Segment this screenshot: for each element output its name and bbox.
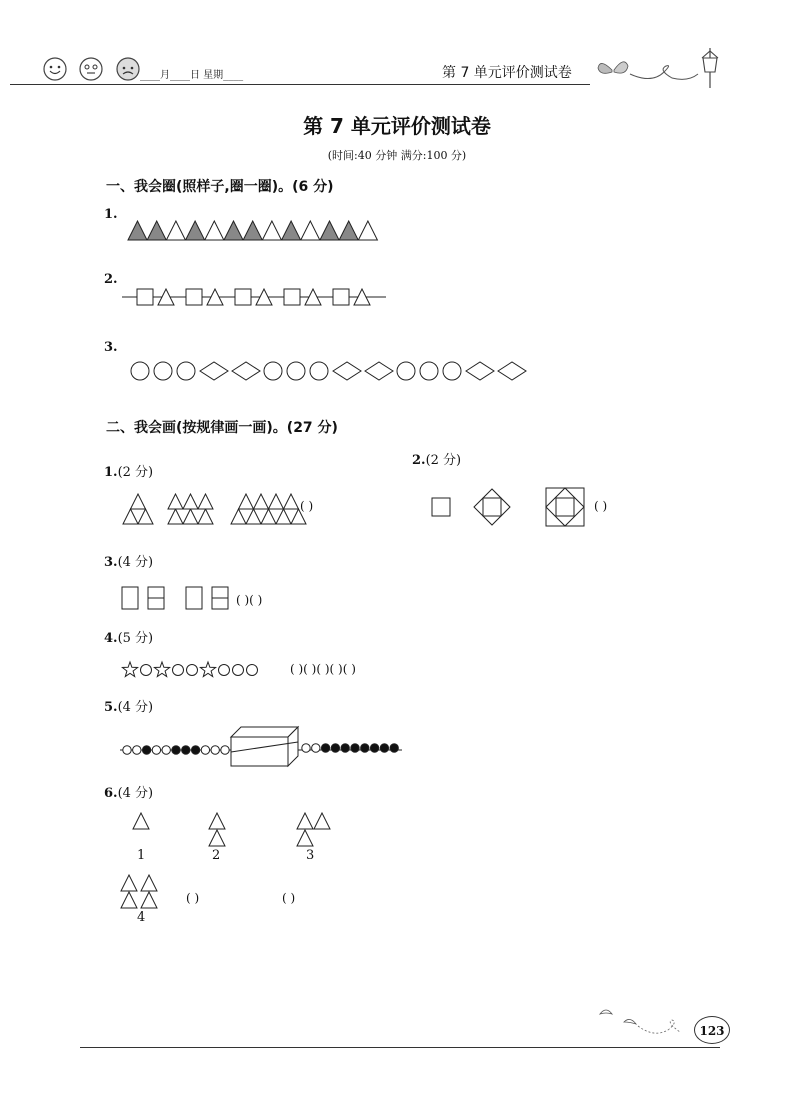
date-line: ____月____日 星期____ xyxy=(140,70,244,81)
diamond-shape xyxy=(200,362,228,380)
s2-q1-number: 1. xyxy=(104,465,118,480)
s2-q6-points: (4 分) xyxy=(117,786,154,801)
page-number: 123 xyxy=(699,1024,725,1038)
rectangle-shape xyxy=(186,587,202,609)
triangle-shape xyxy=(141,875,157,891)
circle-shape xyxy=(233,665,244,676)
s2-q2-points: (2 分) xyxy=(425,453,462,468)
diamond-shape xyxy=(333,362,361,380)
diamond-shape xyxy=(232,362,260,380)
triangle-shape xyxy=(297,830,313,846)
triangle-shape xyxy=(133,813,149,829)
s2-q5-number: 5. xyxy=(104,700,118,715)
s2-q6-answer-blank-2[interactable]: ( ) xyxy=(282,891,296,905)
s2-q2-number: 2. xyxy=(412,453,426,468)
s2-q1-answer-blank[interactable]: ( ) xyxy=(300,499,314,513)
section2-heading: 二、我会画(按规律画一画)。(27 分) xyxy=(106,420,338,436)
black-bead xyxy=(191,746,199,754)
empty-triangle xyxy=(269,494,284,509)
small-square xyxy=(432,498,450,516)
triangle-shape xyxy=(141,892,157,908)
black-bead xyxy=(142,746,150,754)
square-shape xyxy=(333,289,349,305)
footer-decoration xyxy=(594,1002,694,1042)
circle-shape xyxy=(310,362,328,380)
s2-q6-answer-blank-1[interactable]: ( ) xyxy=(186,891,200,905)
square-shape xyxy=(186,289,202,305)
empty-triangle xyxy=(166,221,185,240)
white-bead xyxy=(221,746,229,754)
empty-triangle xyxy=(291,509,306,524)
diamond-shape xyxy=(365,362,393,380)
box-front xyxy=(231,737,288,766)
header-unit-title: 第 7 单元评价测试卷 xyxy=(442,65,572,81)
black-bead xyxy=(182,746,190,754)
empty-triangle xyxy=(138,509,153,524)
page-number-badge xyxy=(694,1016,730,1044)
empty-triangle xyxy=(262,221,281,240)
s2-q1-points: (2 分) xyxy=(117,465,154,480)
black-bead xyxy=(331,744,339,752)
empty-triangle xyxy=(168,494,183,509)
white-bead xyxy=(152,746,160,754)
white-bead xyxy=(133,746,141,754)
black-bead xyxy=(341,744,349,752)
s1-q2-square-triangle-sequence[interactable] xyxy=(122,289,386,305)
s2-q2-nested-squares xyxy=(432,488,584,526)
empty-triangle xyxy=(183,494,198,509)
empty-triangle xyxy=(131,494,146,509)
empty-triangle xyxy=(261,509,276,524)
black-bead xyxy=(361,744,369,752)
square-shape xyxy=(235,289,251,305)
bird-icon xyxy=(600,1010,612,1014)
circle-shape xyxy=(247,665,258,676)
footer-rule xyxy=(80,1047,720,1048)
filled-triangle xyxy=(243,221,262,240)
white-bead xyxy=(123,746,131,754)
s2-q5-points: (4 分) xyxy=(117,700,154,715)
s2-q4-star-circle-sequence xyxy=(122,662,257,677)
inner-square xyxy=(556,498,574,516)
s2-q6-figure-label-4: 4 xyxy=(137,910,146,925)
triangle-shape xyxy=(209,830,225,846)
s2-q3-answer-blanks[interactable]: ( )( ) xyxy=(236,593,263,607)
empty-triangle xyxy=(254,494,269,509)
white-bead xyxy=(201,746,209,754)
filled-triangle xyxy=(224,221,243,240)
black-bead xyxy=(380,744,388,752)
triangle-shape xyxy=(121,892,137,908)
empty-triangle xyxy=(301,221,320,240)
s2-q6-number: 6. xyxy=(104,786,118,801)
inner-square xyxy=(483,498,501,516)
empty-triangle xyxy=(231,509,246,524)
square-shape xyxy=(284,289,300,305)
section1-heading: 一、我会圈(照样子,圈一圈)。(6 分) xyxy=(106,179,334,195)
empty-triangle xyxy=(284,494,299,509)
triangle-shape xyxy=(297,813,313,829)
empty-triangle xyxy=(246,509,261,524)
empty-triangle xyxy=(205,221,224,240)
bird-icon xyxy=(624,1019,636,1024)
circle-shape xyxy=(131,362,149,380)
diamond-shape xyxy=(466,362,494,380)
filled-triangle xyxy=(282,221,301,240)
empty-triangle xyxy=(276,509,291,524)
triangle-shape xyxy=(121,875,137,891)
circle-shape xyxy=(187,665,198,676)
empty-triangle xyxy=(123,509,138,524)
circle-shape xyxy=(287,362,305,380)
white-bead xyxy=(312,744,320,752)
filled-triangle xyxy=(186,221,205,240)
circle-shape xyxy=(264,362,282,380)
s1-q3-number: 3. xyxy=(104,340,118,355)
circle-shape xyxy=(141,665,152,676)
empty-triangle xyxy=(239,494,254,509)
white-bead xyxy=(162,746,170,754)
black-bead xyxy=(172,746,180,754)
s2-q6-figure-label-1: 1 xyxy=(137,848,146,863)
s1-q1-number: 1. xyxy=(104,207,118,222)
s2-q4-answer-blanks[interactable]: ( )( )( )( )( ) xyxy=(290,662,356,676)
s2-q3-split-rectangles xyxy=(122,587,228,609)
s2-q6-triangle-growth xyxy=(121,813,330,908)
s1-q2-number: 2. xyxy=(104,272,118,287)
star-shape xyxy=(122,662,137,677)
circle-shape xyxy=(397,362,415,380)
s2-q5-bead-string-with-box xyxy=(120,727,402,766)
white-bead xyxy=(302,744,310,752)
empty-triangle xyxy=(358,221,377,240)
circle-shape xyxy=(154,362,172,380)
circle-shape xyxy=(420,362,438,380)
filled-triangle xyxy=(128,221,147,240)
circle-shape xyxy=(219,665,230,676)
exam-time-score: (时间:40 分钟 满分:100 分) xyxy=(327,149,467,162)
empty-triangle xyxy=(183,509,198,524)
filled-triangle xyxy=(339,221,358,240)
s2-q3-points: (4 分) xyxy=(117,555,154,570)
black-bead xyxy=(321,744,329,752)
s2-q2-answer-blank[interactable]: ( ) xyxy=(594,499,608,513)
s1-q3-circle-diamond-sequence[interactable] xyxy=(131,362,526,380)
white-bead xyxy=(211,746,219,754)
s1-q1-triangle-sequence[interactable] xyxy=(128,221,377,240)
star-shape xyxy=(200,662,215,677)
empty-triangle xyxy=(168,509,183,524)
black-bead xyxy=(390,744,398,752)
rectangle-shape xyxy=(122,587,138,609)
circle-shape xyxy=(177,362,195,380)
circle-shape xyxy=(443,362,461,380)
s2-q4-number: 4. xyxy=(104,631,118,646)
black-bead xyxy=(351,744,359,752)
s2-q4-points: (5 分) xyxy=(117,631,154,646)
s2-q6-figure-label-2: 2 xyxy=(212,848,221,863)
filled-triangle xyxy=(320,221,339,240)
triangle-shape xyxy=(314,813,330,829)
s2-q6-figure-label-3: 3 xyxy=(306,848,315,863)
s2-q3-number: 3. xyxy=(104,555,118,570)
circle-shape xyxy=(173,665,184,676)
black-bead xyxy=(370,744,378,752)
square-shape xyxy=(137,289,153,305)
empty-triangle xyxy=(198,509,213,524)
triangle-shape xyxy=(209,813,225,829)
filled-triangle xyxy=(147,221,166,240)
page-title: 第 7 单元评价测试卷 xyxy=(303,114,491,138)
diamond-shape xyxy=(498,362,526,380)
box-top xyxy=(231,727,298,737)
star-shape xyxy=(154,662,169,677)
s2-q1-triangle-stacks xyxy=(123,494,306,524)
empty-triangle xyxy=(198,494,213,509)
